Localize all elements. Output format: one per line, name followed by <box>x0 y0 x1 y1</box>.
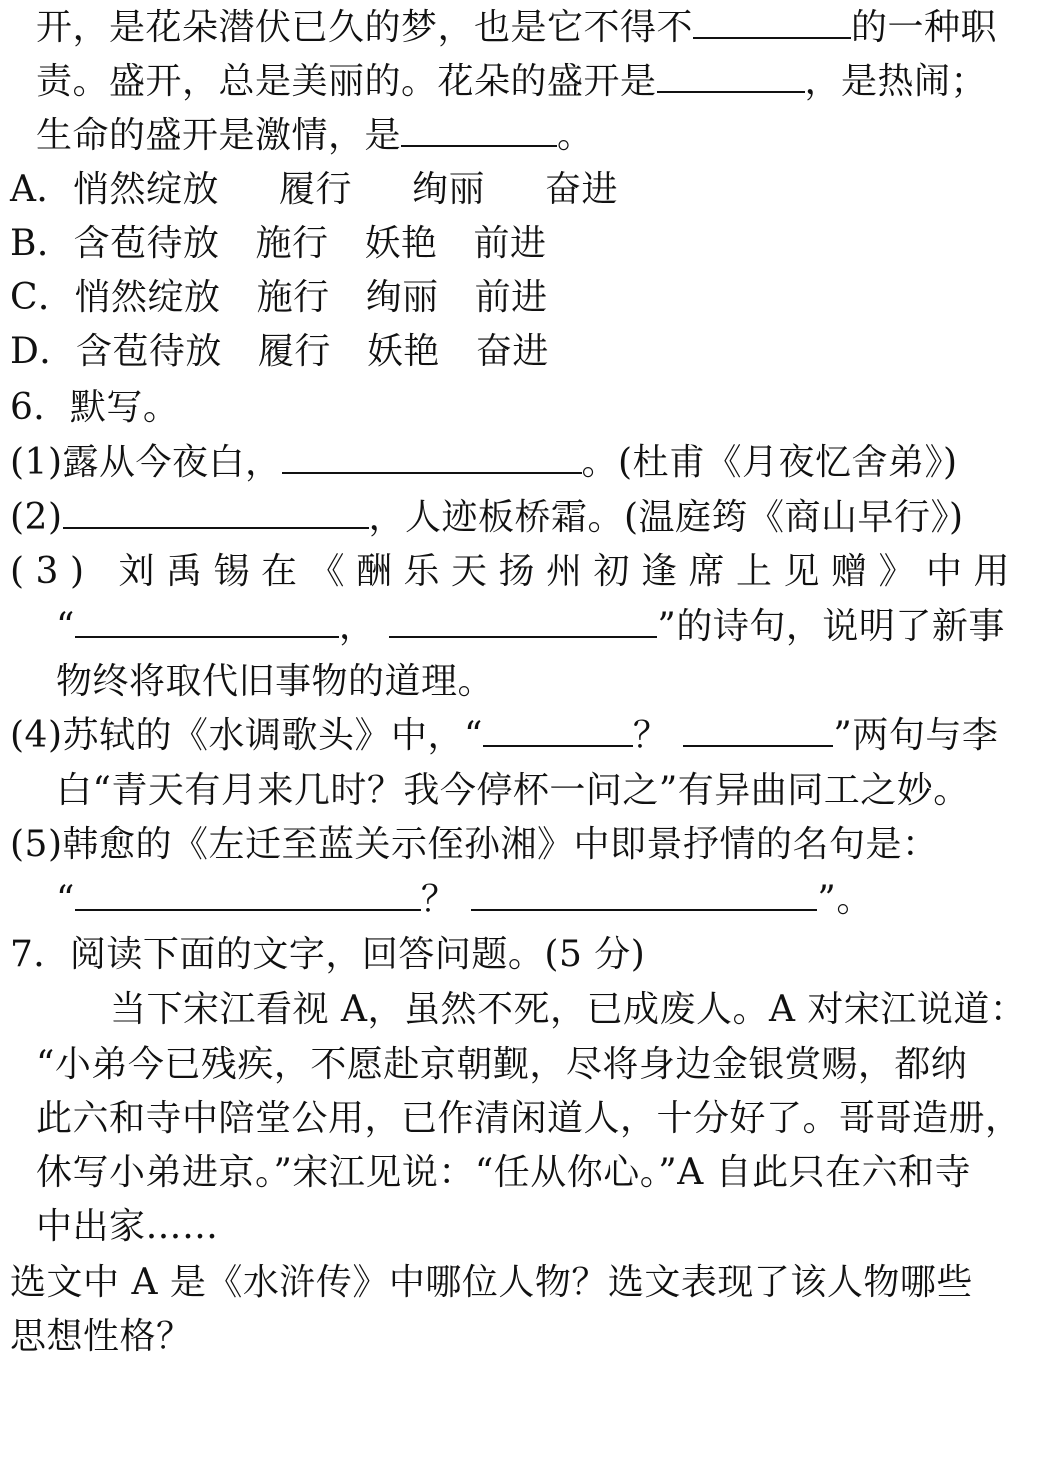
q7-passage-line-1: 当下宋江看视 A，虽然不死，已成废人。A 对宋江说道： <box>110 989 1027 1030</box>
q5-line-3 <box>36 109 594 163</box>
q7-question-line-2: 思想性格？ <box>10 1316 193 1357</box>
q6-title: 6．默写。 <box>10 387 180 428</box>
q6-item4-text-a: (4)苏轼的《水调歌头》中，“ <box>10 715 483 756</box>
q6-item5-text-b: ？ <box>420 879 458 920</box>
q5-line2-text-a: 责。盛开，总是美丽的。花朵的盛开是 <box>36 61 657 102</box>
option-d <box>10 325 549 379</box>
q7-passage-line-4: 休写小弟进京。”宋江见说：“任从你心。”A 自此只在六和寺 <box>36 1152 972 1193</box>
option-word: 履行 <box>279 169 353 210</box>
fill-blank <box>401 111 557 147</box>
q6-item3-open-quote: “ <box>56 606 75 647</box>
option-letter: D． <box>10 331 76 372</box>
q5-line3-text-b: 。 <box>557 115 594 156</box>
fill-blank <box>75 875 421 911</box>
option-c <box>10 271 548 325</box>
option-word: 悄然绽放 <box>73 169 220 210</box>
q6-item3-comma: ， <box>338 606 376 647</box>
fill-blank <box>657 57 805 93</box>
q7-passage-line-5: 中出家…… <box>36 1206 219 1247</box>
fill-blank <box>75 602 339 638</box>
option-word: 含苞待放 <box>75 331 222 372</box>
option-a <box>10 163 618 217</box>
q5-line1-text-a: 开，是花朵潜伏已久的梦，也是它不得不 <box>36 7 694 48</box>
q5-line1-text-b: 的一种职 <box>851 7 998 48</box>
q6-item-2 <box>10 491 964 545</box>
fill-blank <box>389 602 657 638</box>
q6-item1-text-b: 。(杜甫《月夜忆舍弟》) <box>581 442 958 483</box>
option-word: 含苞待放 <box>73 223 220 264</box>
q6-item-4-line-1 <box>10 709 998 763</box>
q5-line-1 <box>36 1 997 55</box>
option-word: 妖艳 <box>364 223 438 264</box>
q6-item-4-line-2: 白“青天有月来几时？我今停杯一问之”有异曲同工之妙。 <box>56 770 970 811</box>
q6-item-5-line-2 <box>56 873 873 927</box>
q7-passage-line-2: “小弟今已残疾，不愿赴京朝觐，尽将身边金银赏赐，都纳 <box>36 1044 968 1085</box>
option-word: 前进 <box>474 277 548 318</box>
option-word: 绚丽 <box>365 277 439 318</box>
q6-item4-text-b: ？ <box>632 715 670 756</box>
q7-passage-line-3: 此六和寺中陪堂公用，已作清闲道人，十分好了。哥哥造册， <box>36 1098 1022 1139</box>
option-b <box>10 217 547 271</box>
q6-item-3-line-2 <box>56 600 1005 654</box>
q6-item2-text-b: ，人迹板桥霜。(温庭筠《商山早行》) <box>368 497 964 538</box>
fill-blank <box>483 711 633 747</box>
q5-line3-text-a: 生命的盛开是激情，是 <box>36 115 402 156</box>
q6-item-3-line-1: (3) 刘禹锡在《酬乐天扬州初逢席上见赠》中用 <box>10 551 1021 592</box>
q6-item-1 <box>10 436 958 490</box>
option-word: 履行 <box>257 331 331 372</box>
q6-item3-text-c: ”的诗句，说明了新事 <box>657 606 1005 647</box>
q7-title: 7．阅读下面的文字，回答问题。(5 分) <box>10 934 646 975</box>
fill-blank <box>282 438 582 474</box>
q6-item1-text-a: (1)露从今夜白， <box>10 442 282 483</box>
option-word: 悄然绽放 <box>74 277 221 318</box>
q6-item-3-line-3: 物终将取代旧事物的道理。 <box>56 661 495 702</box>
q6-item2-text-a: (2) <box>10 497 63 538</box>
q5-line2-text-b: ，是热闹； <box>804 61 988 102</box>
option-word: 施行 <box>256 277 330 318</box>
fill-blank <box>693 3 851 39</box>
q6-item5-open-quote: “ <box>56 879 75 920</box>
q5-line-2 <box>36 55 987 109</box>
option-letter: A． <box>10 169 73 210</box>
q6-item-5-line-1: (5)韩愈的《左迁至蓝关示侄孙湘》中即景抒情的名句是： <box>10 824 939 865</box>
option-word: 绚丽 <box>412 169 486 210</box>
option-letter: B． <box>10 223 74 264</box>
fill-blank <box>471 875 817 911</box>
option-word: 奋进 <box>475 331 549 372</box>
option-word: 前进 <box>473 223 547 264</box>
q7-question-line-1: 选文中 A 是《水浒传》中哪位人物？选文表现了该人物哪些 <box>10 1262 973 1303</box>
option-letter: C． <box>10 277 75 318</box>
option-word: 妖艳 <box>366 331 440 372</box>
q6-item5-text-c: ”。 <box>817 879 873 920</box>
option-word: 奋进 <box>545 169 619 210</box>
option-word: 施行 <box>255 223 329 264</box>
fill-blank <box>63 493 369 529</box>
q6-item4-text-c: ”两句与李 <box>833 715 999 756</box>
fill-blank <box>683 711 833 747</box>
